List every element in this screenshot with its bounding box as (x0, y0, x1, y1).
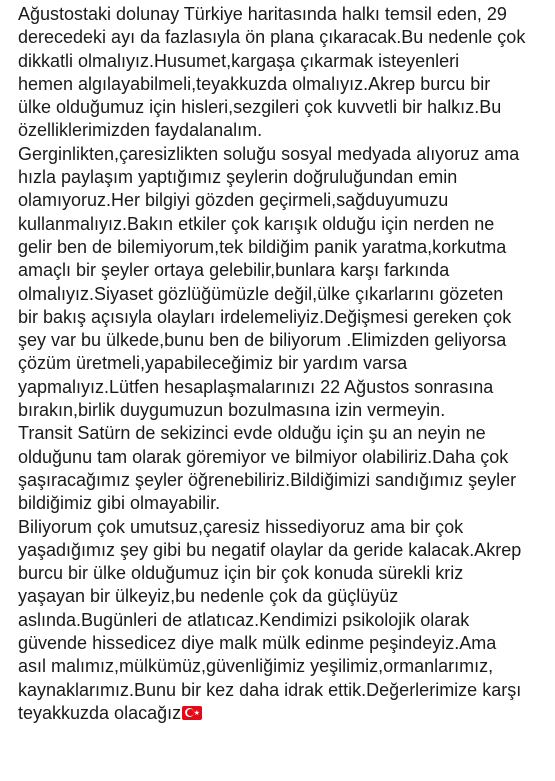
text-line: yapmalıyız.Lütfen hesaplaşmalarınızı 22 Ağustos sonrasına (18, 376, 494, 397)
text-line: Ağustostaki dolunay Türkiye haritasında halkı temsil eden, 29 (18, 4, 507, 24)
turkey-flag-icon (182, 706, 202, 720)
text-line: yaşayan bir ülkeyiz,bu nedenle çok da güçlüyüz (18, 586, 399, 607)
text-line: burcu bir ülke olduğumuz için bir çok konuda sürekli kriz (18, 563, 464, 584)
flag-star: ★ (193, 708, 200, 717)
text-line: aslında.Bugünleri de atlatıcaz.Kendimizi psikolojik olarak (18, 609, 470, 630)
text-line: kullanmalıyız.Bakın etkiler çok karışık olduğu için nerden ne (18, 213, 495, 234)
text-line: bildiğimiz gibi olmayabilir. (18, 493, 221, 514)
text-line: Gerginlikten,çaresizlikten soluğu sosyal medyada alıyoruz ama (18, 143, 520, 164)
text-line: asıl malımız,mülkümüz,güvenliğimiz yeşilimiz,ormanlarımız, (18, 656, 494, 677)
text-line: olmalıyız.Siyaset gözlüğümüzle değil,ülke çıkarlarını gözeten (18, 283, 504, 304)
text-line: ülke olduğumuz için hisleri,sezgileri çok kuvvetli bir halkız.Bu (18, 97, 502, 118)
text-line: güvende hissedicez diye malk mülk edinme peşindeyiz.Ama (18, 633, 497, 654)
text-line: Biliyorum çok umutsuz,çaresiz hissediyoruz ama bir çok (18, 516, 464, 537)
text-line: hızla paylaşım yaptığımız şeylerin doğruluğundan emin (18, 167, 458, 188)
text-line: bir bakış açısıyla olayları irdelemeliyiz.Değişmesi gereken çok (18, 306, 512, 327)
text-line: bırakın,birlik duygumuzun bozulmasına izin vermeyin. (18, 400, 446, 421)
text-line: Transit Satürn de sekizinci evde olduğu için şu an neyin ne (18, 423, 486, 444)
text-line: hemen algılayabilmeli,teyakkuzda olmalıyız.Akrep burcu bir (18, 73, 491, 94)
text-line: olamıyoruz.Her bilgiyi gözden geçirmeli,sağduyumuzu (18, 190, 449, 211)
text-line: yaşadığımız şey gibi bu negatif olaylar da geride kalacak.Akrep (18, 539, 522, 560)
text-line: özelliklerimizden faydalanalım. (18, 120, 263, 141)
text-line: dikkatli olmalıyız.Husumet,kargaşa çıkarmak isteyenleri (18, 50, 460, 71)
text-line: amaçlı bir şeyler ortaya gelebilir,bunlara karşı farkında (18, 260, 450, 281)
text-line: gelir ben de bilemiyorum,tek bildiğim panik yaratma,korkutma (18, 236, 507, 257)
text-line: derecedeki ayı da fazlasıyla ön plana çıkaracak.Bu nedenle çok (18, 27, 526, 48)
text-line-last (18, 702, 545, 725)
text-line-final-text: teyakkuzda olacağız (18, 702, 182, 723)
text-line: şey var bu ülkede,bunu ben de biliyorum .Elimizden geliyorsa (18, 330, 507, 351)
post-text (18, 3, 545, 725)
text-line: şaşıracağımız şeyler öğrenebiliriz.Bildiğimizi sandığımız şeyler (18, 469, 517, 490)
text-line: olduğunu tam olarak göremiyor ve bilmiyor olabiliriz.Daha çok (18, 446, 509, 467)
text-line: çözüm üretmeli,yapabileceğimiz bir yardım varsa (18, 353, 408, 374)
text-line: kaynaklarımız.Bunu bir kez daha idrak ettik.Değerlerimize karşı (18, 679, 522, 700)
